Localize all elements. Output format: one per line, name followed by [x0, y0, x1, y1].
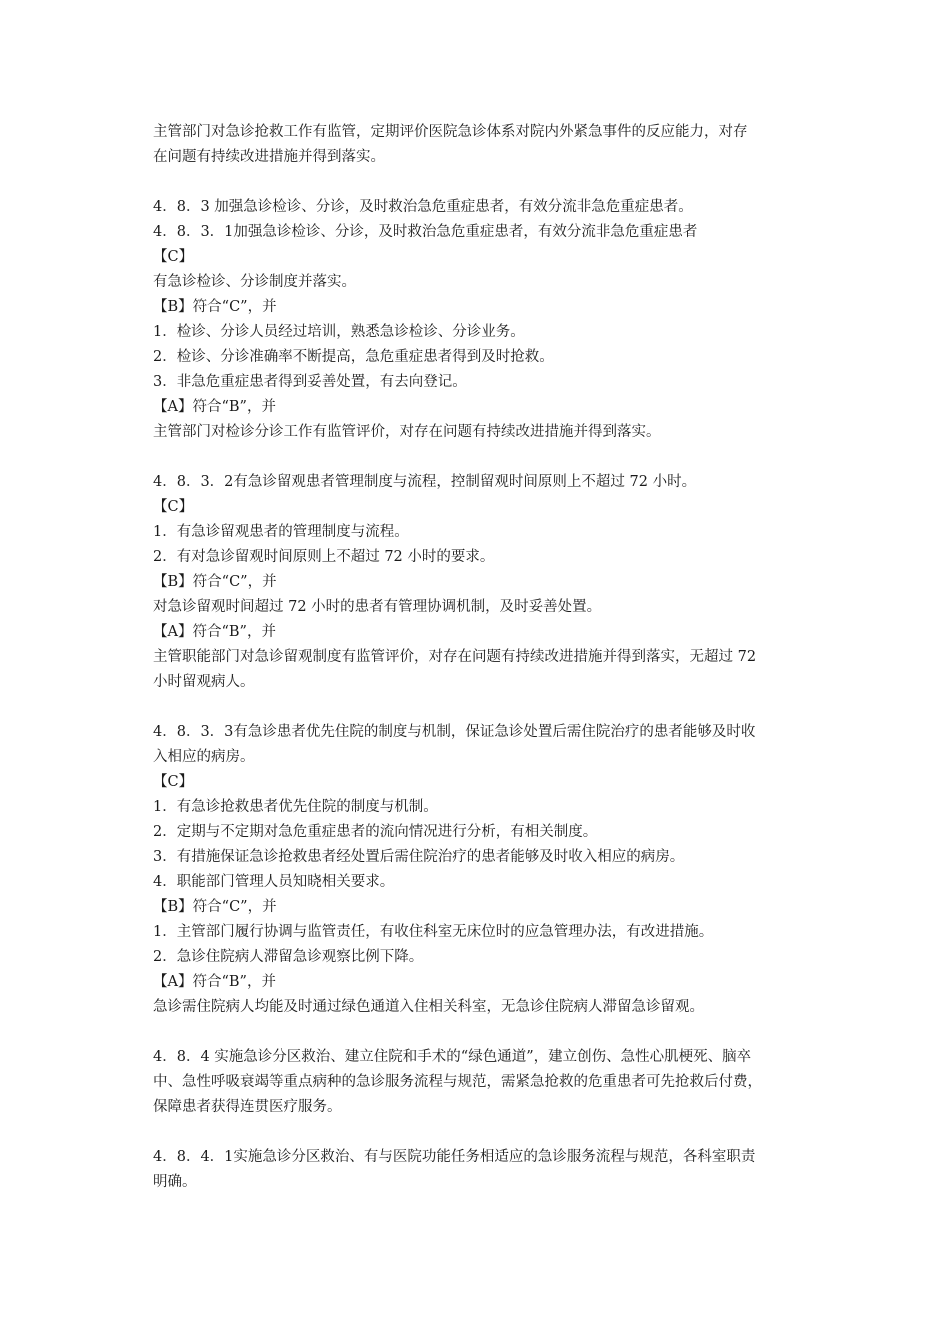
- text-line: 2．有对急诊留观时间原则上不超过 72 小时的要求。: [153, 549, 495, 565]
- text-line: 中、急性呼吸衰竭等重点病种的急诊服务流程与规范，需紧急抢救的危重患者可先抢救后付费，: [153, 1074, 762, 1090]
- text-line: 主管部门对急诊抢救工作有监管，定期评价医院急诊体系对院内外紧急事件的反应能力，对存: [153, 124, 748, 140]
- text-line: 2．检诊、分诊准确率不断提高，急危重症患者得到及时抢救。: [153, 349, 554, 365]
- text-line: 1．有急诊抢救患者优先住院的制度与机制。: [153, 799, 438, 815]
- text-line: 4．8．3．3有急诊患者优先住院的制度与机制，保证急诊处置后需住院治疗的患者能够及时收: [153, 724, 756, 740]
- text-line: 【B】符合“C”，并: [153, 574, 277, 590]
- text-line: 3．有措施保证急诊抢救患者经处置后需住院治疗的患者能够及时收入相应的病房。: [153, 849, 685, 865]
- text-line: 1．检诊、分诊人员经过培训，熟悉急诊检诊、分诊业务。: [153, 324, 525, 340]
- text-line: 1．有急诊留观患者的管理制度与流程。: [153, 524, 409, 540]
- text-line: 4．职能部门管理人员知晓相关要求。: [153, 874, 395, 890]
- text-line: 对急诊留观时间超过 72 小时的患者有管理协调机制，及时妥善处置。: [153, 599, 602, 615]
- text-line: 【C】: [153, 499, 194, 515]
- blank-line: [153, 445, 810, 470]
- blank-line: [153, 1020, 810, 1045]
- text-line: 有急诊检诊、分诊制度并落实。: [153, 274, 356, 290]
- text-line: 在问题有持续改进措施并得到落实。: [153, 149, 385, 165]
- text-line: 2．急诊住院病人滞留急诊观察比例下降。: [153, 949, 424, 965]
- text-line: 【C】: [153, 774, 194, 790]
- blank-line: [153, 695, 810, 720]
- text-line: 【A】符合“B”，并: [153, 399, 276, 415]
- text-line: 1．主管部门履行协调与监管责任，有收住科室无床位时的应急管理办法，有改进措施。: [153, 924, 714, 940]
- document-body: [153, 120, 810, 1195]
- text-line: 4．8．4 实施急诊分区救治、建立住院和手术的“绿色通道”，建立创伤、急性心肌梗死、脑卒: [153, 1049, 752, 1065]
- text-line: 【A】符合“B”，并: [153, 624, 276, 640]
- blank-line: [153, 1120, 810, 1145]
- text-line: 【B】符合“C”，并: [153, 299, 277, 315]
- text-line: 主管职能部门对急诊留观制度有监管评价，对存在问题有持续改进措施并得到落实，无超过 72: [153, 649, 757, 665]
- text-line: 【A】符合“B”，并: [153, 974, 276, 990]
- text-line: 【B】符合“C”，并: [153, 899, 277, 915]
- text-line: 2．定期与不定期对急危重症患者的流向情况进行分析，有相关制度。: [153, 824, 598, 840]
- text-line: 主管部门对检诊分诊工作有监管评价，对存在问题有持续改进措施并得到落实。: [153, 424, 661, 440]
- text-line: 3．非急危重症患者得到妥善处置，有去向登记。: [153, 374, 467, 390]
- text-line: 明确。: [153, 1174, 197, 1190]
- text-line: 入相应的病房。: [153, 749, 255, 765]
- text-line: 4．8．3．2有急诊留观患者管理制度与流程，控制留观时间原则上不超过 72 小时。: [153, 474, 697, 490]
- text-line: 保障患者获得连贯医疗服务。: [153, 1099, 342, 1115]
- text-line: 小时留观病人。: [153, 674, 255, 690]
- text-line: 4．8．3．1加强急诊检诊、分诊，及时救治急危重症患者，有效分流非急危重症患者: [153, 224, 698, 240]
- text-line: 急诊需住院病人均能及时通过绿色通道入住相关科室，无急诊住院病人滞留急诊留观。: [153, 999, 704, 1015]
- blank-line: [153, 170, 810, 195]
- text-line: 【C】: [153, 249, 194, 265]
- text-line: 4．8．4．1实施急诊分区救治、有与医院功能任务相适应的急诊服务流程与规范，各科室职责: [153, 1149, 756, 1165]
- text-line: 4．8．3 加强急诊检诊、分诊，及时救治急危重症患者，有效分流非急危重症患者。: [153, 199, 693, 215]
